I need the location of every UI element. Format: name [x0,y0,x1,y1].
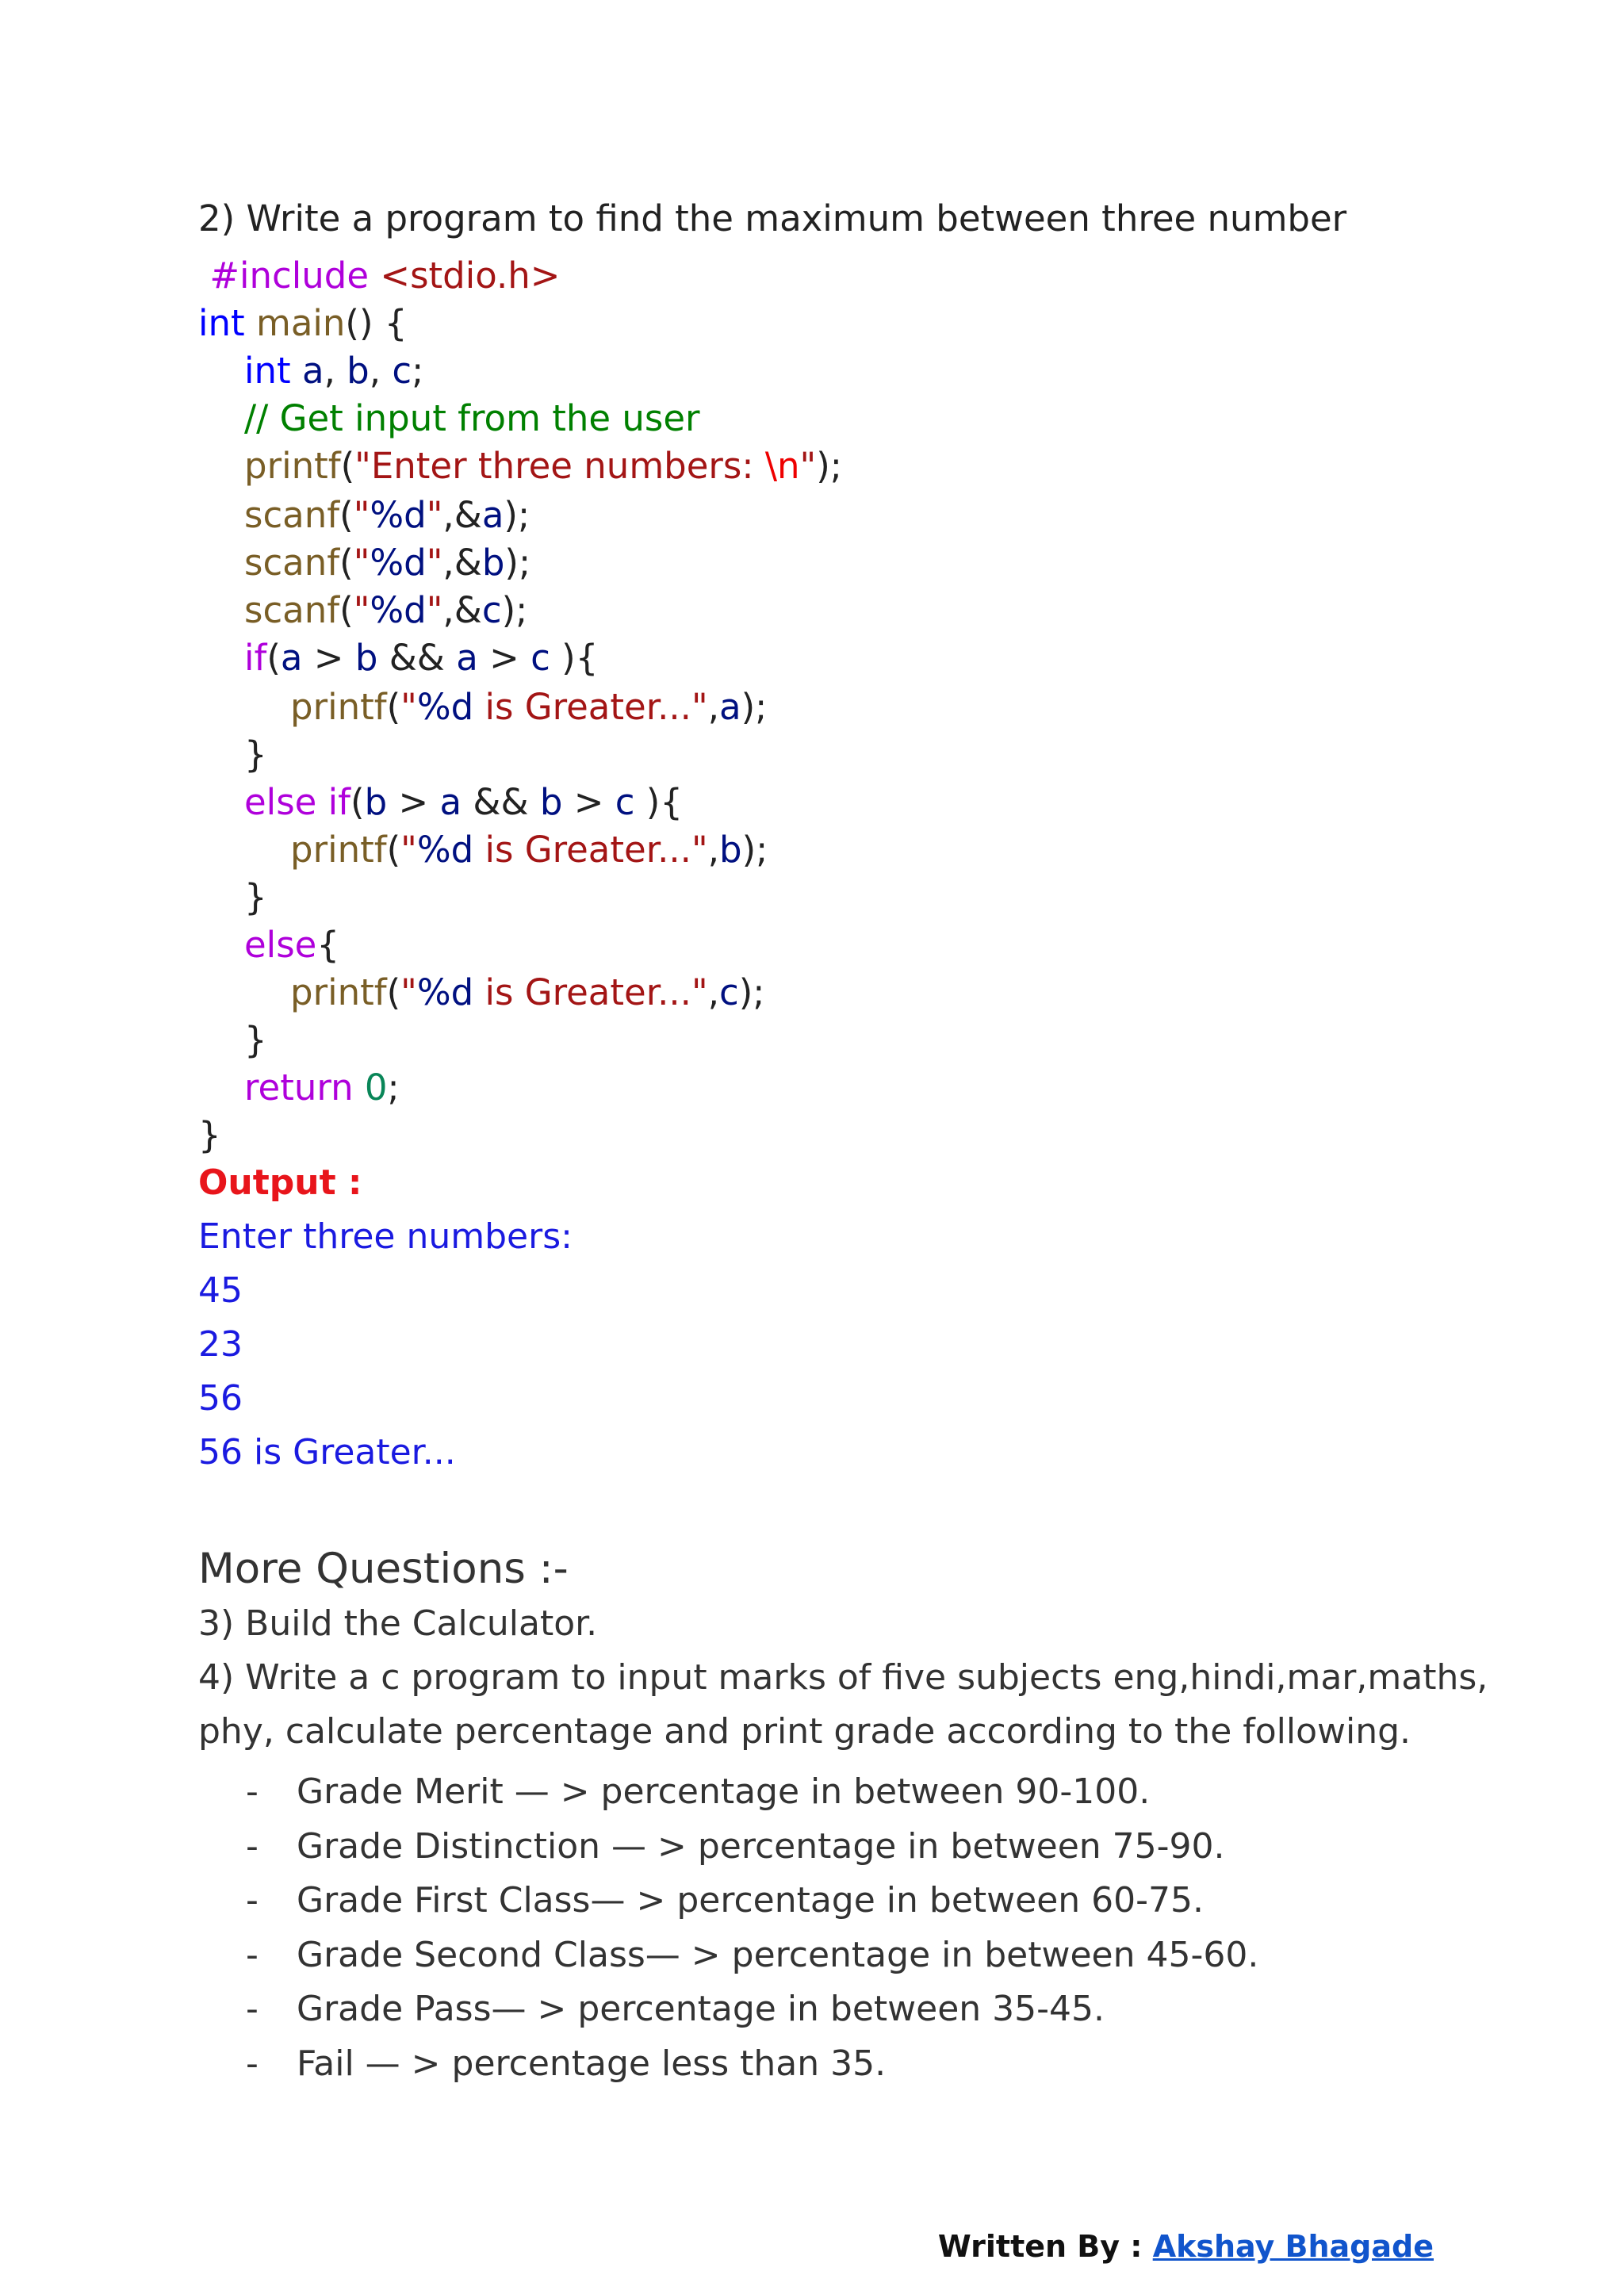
grade-item [246,1823,1258,1878]
code-token: ){ [550,637,599,679]
code-token: <stdio.h> [380,255,561,297]
code-token: ( [339,589,354,631]
code-token: { [316,924,339,966]
code-token: " [426,589,443,631]
code-token: %d [416,971,474,1013]
question-4-line-2: phy, calculate percentage and print grade according to the following. [198,1711,1411,1752]
code-token: printf [290,971,387,1013]
code-token: " [426,494,443,536]
code-token: , [369,350,393,392]
code-token: ( [386,829,401,871]
code-token: return [244,1067,354,1109]
code-line [244,1064,400,1112]
code-token: , [707,971,719,1013]
code-line [244,731,267,779]
code-token: \n [764,445,800,487]
code-token: > [477,637,531,679]
code-token: scanf [244,494,340,536]
code-token: 0 [364,1067,388,1109]
code-token: int [244,350,291,392]
list-dash: - [246,1989,259,2029]
code-line [244,492,530,539]
code-token: c [530,637,550,679]
grade-text: Fail — > percentage less than 35. [297,2043,887,2084]
code-token: scanf [244,589,340,631]
code-line [244,921,339,969]
code-token [316,781,327,823]
code-token [245,302,256,344]
code-line [244,634,598,682]
code-token: , [324,350,347,392]
code-token: " [426,542,443,584]
code-token [291,350,302,392]
code-token: b [481,542,505,584]
code-token: ); [741,686,768,728]
list-dash: - [246,1934,259,1975]
grade-item [246,1932,1258,1986]
code-token: ,& [442,589,482,631]
code-token: b [354,637,378,679]
grade-item [246,1986,1258,2040]
code-token: b [364,781,388,823]
code-token: " [799,445,817,487]
list-dash: - [246,1825,259,1867]
code-token: scanf [244,542,340,584]
code-token: } [244,876,267,918]
code-token: a [439,781,462,823]
code-token: ( [339,542,354,584]
code-line [244,539,530,587]
code-line [290,969,764,1017]
code-token: is Greater..." [473,686,708,728]
code-token: c [481,589,502,631]
code-token [369,255,380,297]
grade-item [246,2040,1258,2095]
code-token: } [198,1114,221,1156]
code-token [198,255,209,297]
question-title: 2) Write a program to find the maximum between three number [198,197,1347,239]
output-line: 56 is Greater... [198,1432,456,1473]
code-token: b [347,350,370,392]
code-token: ,& [442,542,482,584]
code-token: ); [738,971,765,1013]
list-dash: - [246,2043,259,2084]
code-token: " [353,589,370,631]
grade-item [246,1768,1258,1823]
list-dash: - [246,1771,259,1812]
output-line: 23 [198,1324,243,1365]
code-token: %d [370,589,427,631]
code-token: else [244,924,317,966]
code-line [290,684,767,731]
code-line [198,252,561,300]
code-token: ( [386,971,401,1013]
code-line [244,1017,267,1064]
code-token: b [719,829,742,871]
code-token: ( [340,445,355,487]
code-token: a [456,637,478,679]
code-line [244,442,842,490]
code-token: %d [416,829,474,871]
code-token: printf [290,686,387,728]
code-token: ); [504,542,531,584]
code-token: c [615,781,635,823]
code-token: %d [416,686,474,728]
code-token: > [387,781,440,823]
code-token: c [719,971,739,1013]
code-token: } [244,1019,267,1061]
code-line [244,395,700,442]
code-token: " [400,829,417,871]
code-token: " [353,542,370,584]
list-dash: - [246,1880,259,1921]
code-token: ,& [442,494,482,536]
grade-text: Grade Second Class— > percentage in between 45-60. [297,1934,1259,1975]
code-token: && [377,637,457,679]
code-token: %d [370,494,427,536]
code-token: %d [370,542,427,584]
code-line [244,347,423,395]
code-line [198,300,407,347]
code-line [244,874,267,921]
code-token: if [327,781,350,823]
code-token: a [280,637,303,679]
code-token: " [353,494,370,536]
code-token: > [302,637,355,679]
code-line [244,587,527,634]
author-link[interactable]: Akshay Bhagade [1152,2229,1434,2264]
grade-text: Grade First Class— > percentage in between 60-75. [297,1880,1204,1921]
output-line: Enter three numbers: [198,1216,573,1257]
question-3: 3) Build the Calculator. [198,1603,598,1644]
code-token: if [244,637,267,679]
grade-text: Grade Merit — > percentage in between 90-100. [297,1771,1151,1812]
code-token: ; [412,350,424,392]
code-token: a [719,686,741,728]
code-token: " [400,971,417,1013]
code-token: ); [816,445,842,487]
code-token: , [707,686,719,728]
footer [938,2227,1434,2266]
code-token: ); [741,829,768,871]
code-token: ( [266,637,281,679]
code-token [354,1067,365,1109]
code-token: ( [339,494,354,536]
output-line: 56 [198,1378,243,1419]
code-token: } [244,733,267,776]
code-token: a [481,494,504,536]
code-token: printf [244,445,341,487]
code-token: ( [386,686,401,728]
code-token: b [539,781,563,823]
code-line [244,779,683,826]
code-token: printf [290,829,387,871]
output-label: Output : [198,1162,362,1203]
more-questions-heading: More Questions :- [198,1545,569,1593]
code-token: " [400,686,417,728]
code-token: main [255,302,346,344]
code-token: c [392,350,412,392]
code-token: // Get input from the user [244,397,700,439]
question-4-line-1: 4) Write a c program to input marks of five subjects eng,hindi,mar,maths, [198,1657,1488,1698]
code-token: () { [345,302,408,344]
grade-text: Grade Distinction — > percentage in between 75-90. [297,1825,1225,1867]
code-token: else [244,781,317,823]
footer-label: Written By : [937,2229,1153,2264]
grade-item [246,1877,1258,1932]
code-token: is Greater..." [473,971,708,1013]
code-line [290,826,768,874]
grade-list [246,1768,1258,2094]
output-line: 45 [198,1270,243,1311]
grade-text: Grade Pass— > percentage in between 35-45. [297,1989,1105,2029]
code-token: ); [501,589,528,631]
code-token: #include [209,255,370,297]
code-token: ; [387,1067,400,1109]
code-token: int [198,302,245,344]
code-token: is Greater..." [473,829,708,871]
code-token: ( [350,781,365,823]
code-token: "Enter three numbers: [354,445,765,487]
code-token: > [562,781,615,823]
code-token: ); [504,494,530,536]
code-token: a [301,350,324,392]
code-line [198,1112,221,1159]
code-token: , [707,829,719,871]
code-token: ){ [634,781,683,823]
code-token: && [462,781,540,823]
